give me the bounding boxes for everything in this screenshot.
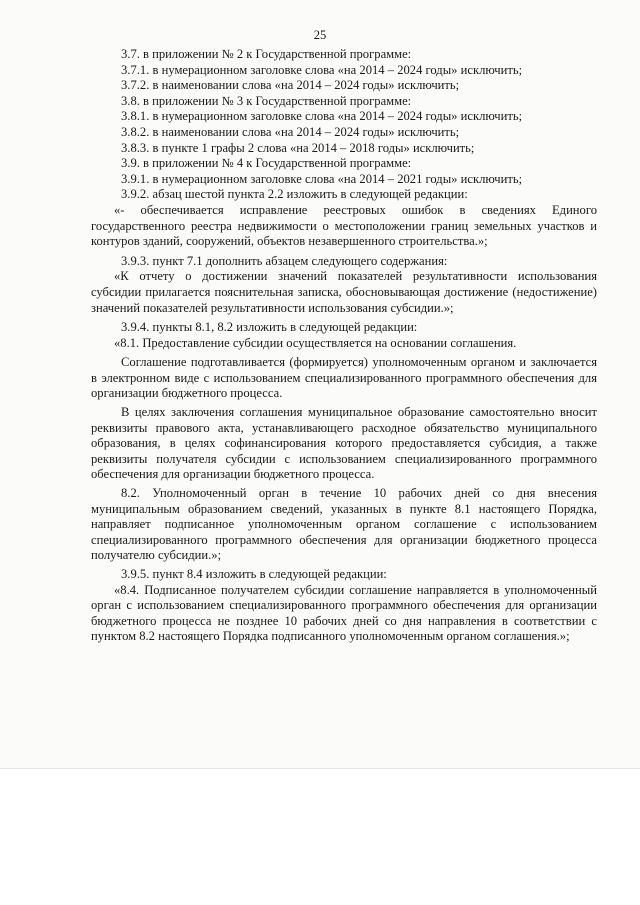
paragraph-3-9-2: 3.9.2. абзац шестой пункта 2.2 изложить в следующей редакции: [121, 187, 468, 202]
paragraph-3-7-2: 3.7.2. в наименовании слова «на 2014 – 2024 годы» исключить; [121, 78, 460, 93]
paragraph-3-9-1: 3.9.1. в нумерационном заголовке слова «на 2014 – 2021 годы» исключить; [121, 171, 523, 186]
paragraph-agreement-requisites: В целях заключения соглашения муниципальное образование самостоятельно вносит реквизиты правового акта, устанавливающего расходное обязательство муниципального образования, в целях софинансирования которого предоставляется субсидия, а также реквизиты получателя субсидии с использованием специализированного программного обеспечения для организации бюджетного процесса. [91, 405, 597, 482]
paragraph-3-9-5: 3.9.5. пункт 8.4 изложить в следующей редакции: [121, 567, 387, 581]
quoted-paragraph-8-4: «8.4. Подписанное получателем субсидии соглашение направляется в уполномоченный орган с использованием специализированного программного обеспечения для организации бюджетного процесса не позднее 10 рабочих дней со дня направления в соответствии с пунктом 8.2 настоящего Порядка подписанного уполномоченным органом соглашения.»; [91, 582, 597, 644]
quoted-paragraph-8-1: «8.1. Предоставление субсидии осуществляется на основании соглашения. [114, 335, 517, 350]
paragraph-3-8: 3.8. в приложении № 3 к Государственной программе: [121, 93, 412, 108]
quoted-paragraph-8-2: 8.2. Уполномоченный орган в течение 10 рабочих дней со дня внесения муниципальным образованием сведений, указанных в пункте 8.1 настоящего Порядка, направляет подписанное уполномоченным органом соглашение с использованием специализированного программного обеспечения для организации бюджетного процесса получателю субсидии.»; [91, 486, 597, 563]
quoted-paragraph-report: «К отчету о достижении значений показателей результативности использования субсидии прилагается пояснительная записка, обосновывающая достижение (недостижение) значений показателей результативности использования субсидии.»; [91, 269, 597, 315]
quoted-paragraph-registry: «- обеспечивается исправление реестровых ошибок в сведениях Единого государственного реестра недвижимости о местоположении границ земельных участков и контуров зданий, сооружений, объектов незавершенного строительства.»; [91, 202, 597, 249]
document-body [91, 47, 597, 645]
paragraph-3-8-1: 3.8.1. в нумерационном заголовке слова «на 2014 – 2024 годы» исключить; [121, 109, 523, 124]
paragraph-3-9-3: 3.9.3. пункт 7.1 дополнить абзацем следующего содержания: [121, 253, 448, 268]
paragraph-3-8-2: 3.8.2. в наименовании слова «на 2014 – 2024 годы» исключить; [121, 124, 460, 139]
page-number: 25 [313, 28, 327, 42]
paragraph-agreement-preparation: Соглашение подготавливается (формируется) уполномоченным органом и заключается в электронном виде с использованием специализированного программного обеспечения для организации бюджетного процесса. [91, 355, 597, 401]
paragraph-3-9-4: 3.9.4. пункты 8.1, 8.2 изложить в следующей редакции: [121, 320, 418, 335]
paragraph-3-8-3: 3.8.3. в пункте 1 графы 2 слова «на 2014 – 2018 годы» исключить; [121, 140, 475, 155]
paragraph-3-7: 3.7. в приложении № 2 к Государственной программе: [121, 47, 412, 61]
paragraph-3-7-1: 3.7.1. в нумерационном заголовке слова «на 2014 – 2024 годы» исключить; [121, 62, 523, 77]
paragraph-3-9: 3.9. в приложении № 4 к Государственной программе: [121, 156, 412, 171]
